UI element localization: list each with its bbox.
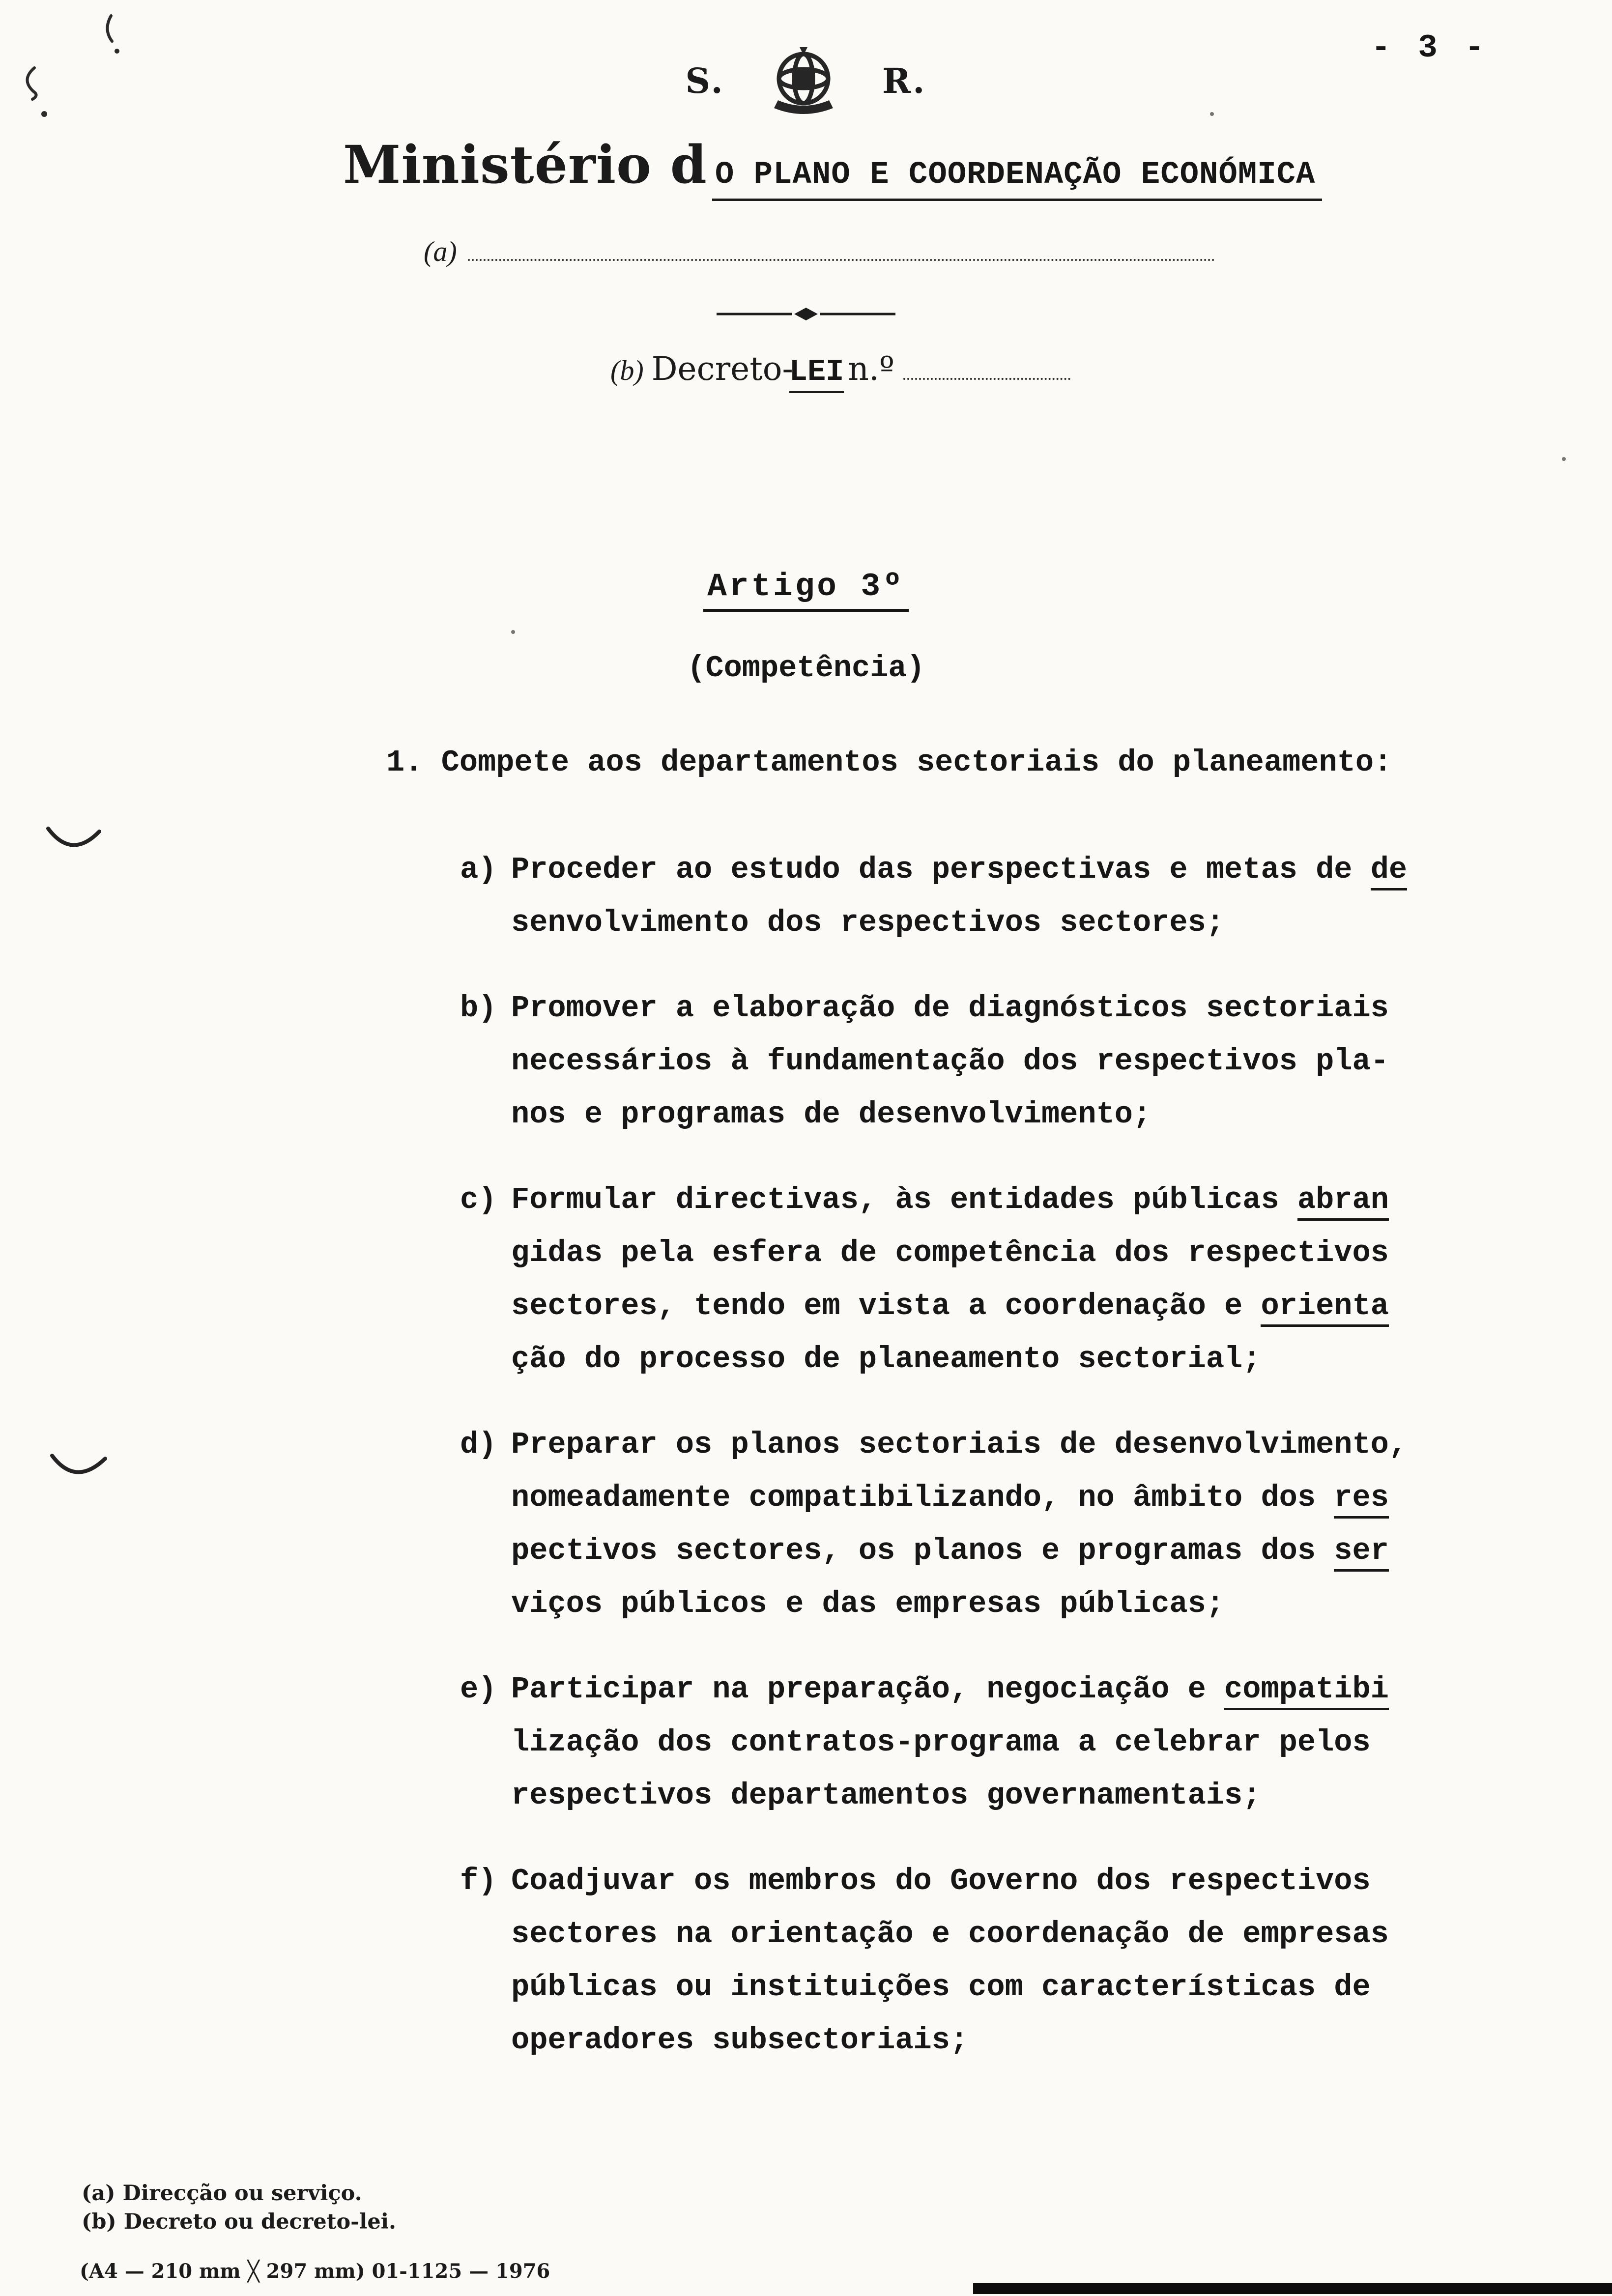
decree-line — [610, 350, 1070, 393]
scan-speck — [1562, 457, 1566, 461]
item-line-text: senvolvimento dos respectivos sectores; — [511, 905, 1225, 940]
item-line — [511, 1088, 1541, 1141]
header-emblem-row — [0, 39, 1612, 122]
item-letter: c) — [460, 1182, 497, 1217]
footnotes — [82, 2179, 396, 2236]
item-line — [511, 1174, 1541, 1227]
item-line — [511, 843, 1541, 896]
item-letter: d) — [460, 1427, 497, 1462]
item-letter: b) — [460, 991, 497, 1026]
dotted-fill-line-a — [468, 236, 1215, 261]
footnote-a: (a) Direcção ou serviço. — [82, 2181, 362, 2206]
article-item-a — [460, 843, 1541, 949]
item-line-text: Preparar os planos sectoriais de desenvolvimento, — [511, 1427, 1408, 1462]
item-line — [511, 982, 1541, 1035]
decree-number-label: n.º — [848, 350, 894, 388]
item-lines — [511, 1855, 1541, 2067]
page-number: - 3 - — [1371, 29, 1489, 66]
letterhead-line-a — [424, 235, 1215, 268]
item-line — [511, 896, 1541, 949]
handwritten-mark-icon — [15, 63, 59, 122]
article-title: Artigo 3º — [703, 568, 908, 612]
item-line-text: operadores subsectoriais; — [511, 2023, 969, 2058]
item-lines — [511, 982, 1541, 1141]
item-line — [511, 2014, 1541, 2067]
article-items — [460, 843, 1541, 2099]
footnote-b: (b) Decreto ou decreto-lei. — [82, 2210, 397, 2234]
item-line-text: Proceder ao estudo das perspectivas e metas de — [511, 852, 1371, 887]
hyphenation-underline: abran — [1297, 1182, 1389, 1221]
item-lines — [511, 1663, 1541, 1822]
item-letter: f) — [460, 1864, 497, 1898]
item-lines — [511, 843, 1541, 949]
item-line-text: Coadjuvar os membros do Governo dos respectivos — [511, 1864, 1371, 1898]
item-line-text: respectivos departamentos governamentais; — [511, 1778, 1261, 1813]
item-line — [511, 1035, 1541, 1088]
item-line-text: pectivos sectores, os planos e programas dos — [511, 1533, 1334, 1568]
hyphenation-underline: orienta — [1261, 1289, 1388, 1327]
item-line — [511, 1471, 1541, 1524]
item-line-text: Participar na preparação, negociação e — [511, 1672, 1225, 1707]
item-line — [511, 1663, 1541, 1716]
state-emblem-icon — [750, 39, 857, 122]
scan-speck — [511, 630, 515, 634]
item-line-text: sectores na orientação e coordenação de empresas — [511, 1917, 1389, 1952]
article-item-b — [460, 982, 1541, 1141]
article-title-row — [0, 568, 1612, 612]
item-line-text: lização dos contratos-programa a celebrar pelos — [511, 1725, 1371, 1760]
hyphenation-underline: res — [1334, 1480, 1389, 1519]
item-line — [511, 1333, 1541, 1386]
dotted-fill-line-b — [903, 355, 1070, 380]
item-line-text: sectores, tendo em vista a coordenação e — [511, 1289, 1261, 1323]
article-item-d — [460, 1418, 1541, 1631]
line-a-label: (a) — [424, 235, 457, 267]
item-line — [511, 1578, 1541, 1631]
line-b-label: (b) — [610, 354, 644, 386]
handwritten-mark-icon — [42, 818, 106, 865]
decree-typed-text: LEI — [789, 354, 844, 393]
item-line-text: nos e programas de desenvolvimento; — [511, 1097, 1151, 1132]
item-line-text: nomeadamente compatibilizando, no âmbito dos — [511, 1480, 1334, 1515]
item-lines — [511, 1418, 1541, 1631]
header-letter-r: R. — [882, 60, 927, 101]
decree-printed-label: Decreto- — [651, 350, 793, 388]
item-line — [511, 1769, 1541, 1822]
item-line — [511, 1855, 1541, 1908]
hyphenation-underline: de — [1371, 852, 1407, 890]
divider-icon — [713, 307, 899, 321]
print-code: (A4 — 210 mm ╳ 297 mm) 01-1125 — 1976 — [80, 2260, 550, 2283]
item-letter: e) — [460, 1672, 497, 1707]
item-line-text: viços públicos e das empresas públicas; — [511, 1586, 1225, 1621]
header-letter-s: S. — [685, 60, 725, 101]
handwritten-mark-icon — [47, 1444, 111, 1491]
item-line-text: Promover a elaboração de diagnósticos sectoriais — [511, 991, 1389, 1026]
item-line — [511, 1716, 1541, 1769]
item-line — [511, 1418, 1541, 1471]
hyphenation-underline: compatibi — [1224, 1672, 1389, 1710]
article-item-e — [460, 1663, 1541, 1822]
article-item-c — [460, 1174, 1541, 1386]
ministry-typed-name: O PLANO E COORDENAÇÃO ECONÓMICA — [712, 157, 1323, 201]
item-line — [511, 1524, 1541, 1578]
article-subtitle: (Competência) — [687, 651, 925, 686]
handwritten-mark-icon — [88, 12, 128, 56]
scan-speck — [1210, 112, 1214, 116]
item-letter: a) — [460, 852, 497, 887]
ornament-divider — [0, 307, 1612, 321]
item-line — [511, 1280, 1541, 1333]
item-line-text: ção do processo de planeamento sectorial; — [511, 1342, 1261, 1377]
item-line-text: Formular directivas, às entidades públicas — [511, 1182, 1297, 1217]
item-line — [511, 1908, 1541, 1961]
scan-artifact-bar — [973, 2283, 1612, 2294]
ministry-printed-label: Ministério d — [343, 134, 707, 195]
hyphenation-underline: ser — [1334, 1533, 1389, 1572]
item-line-text: necessários à fundamentação dos respectivos pla- — [511, 1044, 1389, 1079]
item-line-text: gidas pela esfera de competência dos respectivos — [511, 1235, 1389, 1270]
article-intro: 1. Compete aos departamentos sectoriais do planeamento: — [386, 745, 1392, 780]
item-line-text: públicas ou instituições com características de — [511, 1970, 1371, 2005]
letterhead-ministry-row — [343, 134, 1322, 201]
article-item-f — [460, 1855, 1541, 2067]
item-line — [511, 1227, 1541, 1280]
item-line — [511, 1961, 1541, 2014]
item-lines — [511, 1174, 1541, 1386]
